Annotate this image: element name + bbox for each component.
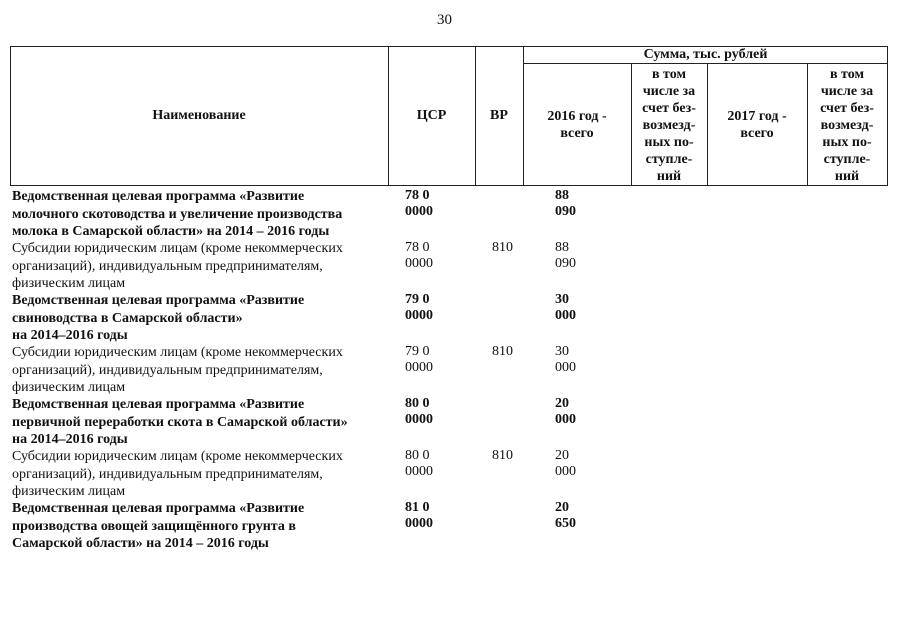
table-row-csr: 79 0 0000 <box>405 292 433 323</box>
table-row-sum: 20 650 <box>555 500 576 531</box>
header-2017-gratis-line: ступле- <box>823 152 871 167</box>
header-2017-total <box>707 108 807 142</box>
table-row-vr: 810 <box>492 240 513 255</box>
name-line: Ведомственная целевая программа «Развитие <box>12 501 305 516</box>
name-line: организаций), индивидуальным предпринимателям, <box>12 466 323 482</box>
header-2017-total-line: всего <box>740 126 774 141</box>
header-2016-total-line: всего <box>560 126 594 141</box>
header-2017-gratis <box>807 66 887 185</box>
table-row-csr: 78 0 0000 <box>405 240 433 271</box>
header-name: Наименование <box>152 108 246 123</box>
name-line: физическим лицам <box>12 276 126 291</box>
name-line: организаций), индивидуальным предпринимателям, <box>12 362 323 378</box>
name-line: Самарской области» на 2014 – 2016 годы <box>12 536 269 551</box>
table-row-name <box>12 344 394 397</box>
header-2016-gratis-line: ний <box>656 169 682 184</box>
table-row-csr: 81 0 0000 <box>405 500 433 531</box>
table-row-vr: 810 <box>492 344 513 359</box>
name-line: Ведомственная целевая программа «Развитие <box>12 189 305 204</box>
table-row-csr: 80 0 0000 <box>405 396 433 427</box>
name-line: первичной переработки скота в Самарской области» <box>12 414 348 430</box>
header-2016-gratis-line: возмезд- <box>642 118 696 133</box>
name-line: свиноводства в Самарской области» <box>12 310 243 326</box>
table-row-name <box>12 500 394 553</box>
name-line: на 2014–2016 годы <box>12 432 128 447</box>
table-row-name <box>12 240 394 293</box>
header-2017-gratis-line: числе за <box>820 84 874 99</box>
table-row-sum: 20 000 <box>555 448 576 479</box>
table-row-sum: 88 090 <box>555 240 576 271</box>
table-row-csr: 78 0 0000 <box>405 188 433 219</box>
table-row-name <box>12 292 394 345</box>
table-row-name <box>12 396 394 449</box>
page-number: 30 <box>437 12 452 28</box>
header-2016-total-line: 2016 год - <box>547 109 607 124</box>
table-row-csr: 79 0 0000 <box>405 344 433 375</box>
table-row-sum: 30 000 <box>555 292 576 323</box>
name-line: производства овощей защищённого грунта в <box>12 518 296 534</box>
table-row-name <box>12 448 394 501</box>
table-row-name <box>12 188 394 241</box>
name-line: Субсидии юридическим лицам (кроме некоммерческих <box>12 345 343 360</box>
header-2016-gratis <box>631 66 707 185</box>
name-line: физическим лицам <box>12 484 126 499</box>
name-line: на 2014–2016 годы <box>12 328 128 343</box>
header-2017-total-line: 2017 год - <box>727 109 787 124</box>
name-line: молока в Самарской области» на 2014 – 2016 годы <box>12 224 330 239</box>
header-2016-gratis-line: ных по- <box>644 135 694 150</box>
header-2017-gratis-line: ний <box>834 169 860 184</box>
header-csr: ЦСР <box>416 108 447 123</box>
name-line: Ведомственная целевая программа «Развитие <box>12 293 305 308</box>
header-2016-gratis-line: ступле- <box>645 152 693 167</box>
header-2016-total <box>523 108 631 142</box>
table-row-csr: 80 0 0000 <box>405 448 433 479</box>
name-line: молочного скотоводства и увеличение производства <box>12 206 343 222</box>
table-row-sum: 20 000 <box>555 396 576 427</box>
name-line: Ведомственная целевая программа «Развитие <box>12 397 305 412</box>
header-2016-gratis-line: в том <box>651 67 687 82</box>
header-2016-gratis-line: счет без- <box>642 101 696 116</box>
table-header <box>10 46 888 186</box>
header-2017-gratis-line: возмезд- <box>820 118 874 133</box>
header-sum-group: Сумма, тыс. рублей <box>643 47 768 62</box>
name-line: Субсидии юридическим лицам (кроме некоммерческих <box>12 449 343 464</box>
name-line: организаций), индивидуальным предпринимателям, <box>12 258 323 274</box>
name-line: Субсидии юридическим лицам (кроме некоммерческих <box>12 241 343 256</box>
table-row-sum: 30 000 <box>555 344 576 375</box>
header-2017-gratis-line: в том <box>829 67 865 82</box>
table-row-vr: 810 <box>492 448 513 463</box>
table-row-sum: 88 090 <box>555 188 576 219</box>
header-vr: ВР <box>490 108 508 123</box>
name-line: физическим лицам <box>12 380 126 395</box>
header-2017-gratis-line: счет без- <box>820 101 874 116</box>
header-2016-gratis-line: числе за <box>642 84 696 99</box>
header-2017-gratis-line: ных по- <box>822 135 872 150</box>
